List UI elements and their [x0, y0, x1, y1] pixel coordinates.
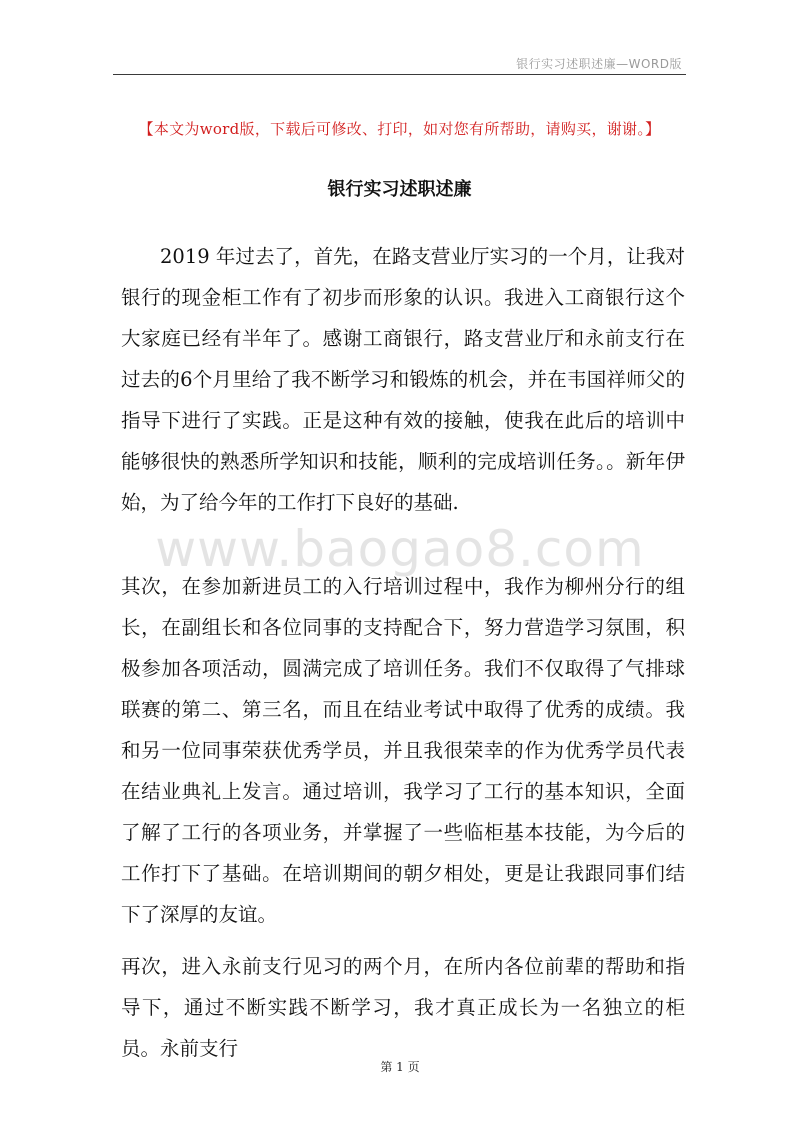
- header-divider: [113, 74, 686, 75]
- document-title: 银行实习述职述廉: [327, 179, 472, 200]
- paragraph-1: 2019 年过去了，首先，在路支营业厅实习的一个月，让我对银行的现金柜工作有了初步而形象的认识。我进入工商银行这个大家庭已经有半年了。感谢工商银行，路支营业厅和永前支行在过去的6个月里给了我不断学习和锻炼的机会，并在韦国祥师父的指导下进行了实践。正是这种有效的接触，使我在此后的培训中能够很快的熟悉所学知识和技能，顺利的完成培训任务。。新年伊始，为了给今年的工作打下良好的基础.: [121, 245, 685, 514]
- running-header: 银行实习述职述廉—WORD版: [516, 57, 682, 71]
- page-number: 第 1 页: [380, 1060, 420, 1074]
- site-watermark: www.baogao8.com: [155, 520, 645, 578]
- paragraph-2: 其次，在参加新进员工的入行培训过程中，我作为柳州分行的组长，在副组长和各位同事的支持配合下，努力营造学习氛围，积极参加各项活动，圆满完成了培训任务。我们不仅取得了气排球联赛的第二、第三名，而且在结业考试中取得了优秀的成绩。我和另一位同事荣获优秀学员，并且我很荣幸的作为优秀学员代表在结业典礼上发言。通过培训，我学习了工行的基本知识，全面了解了工行的各项业务，并掌握了一些临柜基本技能，为今后的工作打下了基础。在培训期间的朝夕相处，更是让我跟同事们结下了深厚的友谊。: [121, 575, 685, 926]
- paragraph-3: 再次，进入永前支行见习的两个月，在所内各位前辈的帮助和指导下，通过不断实践不断学习，我才真正成长为一名独立的柜员。永前支行: [121, 955, 685, 1060]
- purchase-notice: 【本文为word版，下载后可修改、打印，如对您有所帮助，请购买，谢谢。】: [138, 120, 661, 138]
